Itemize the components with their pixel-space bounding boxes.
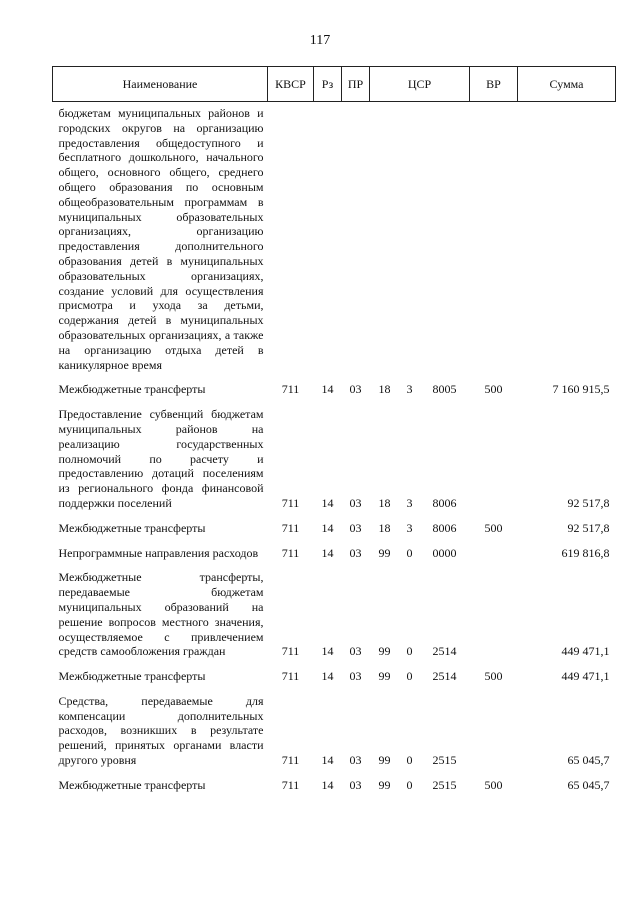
row-csr-subprogram: 3 (406, 382, 413, 397)
row-kvsr: 711 (281, 545, 300, 560)
row-csr-subprogram: 0 (406, 669, 413, 684)
row-pr: 03 (349, 520, 362, 535)
row-sum: 92 517,8 (567, 495, 610, 510)
row-pr: 03 (349, 753, 362, 768)
row-rz (314, 102, 342, 373)
row-rz: 14 (321, 495, 334, 510)
row-sum: 65 045,7 (567, 777, 610, 792)
row-csr-subprogram: 0 (406, 545, 413, 560)
row-kvsr: 711 (281, 777, 300, 792)
row-name: Межбюджетные трансферты, передаваемые бюджетам муниципальных образований на решение вопросов местного значения, осуществляемое с привлечением средств самообложения граждан (58, 570, 264, 659)
row-csr-subprogram: 0 (406, 777, 413, 792)
row-vr: 500 (484, 777, 503, 792)
row-sum: 7 160 915,5 (552, 382, 610, 397)
row-csr-code: 8006 (432, 495, 457, 510)
row-pr: 03 (349, 495, 362, 510)
row-vr: 500 (484, 382, 503, 397)
row-sum: 619 816,8 (561, 545, 610, 560)
row-pr: 03 (349, 669, 362, 684)
row-name: Непрограммные направления расходов (58, 545, 259, 560)
row-csr-code: 2515 (432, 777, 457, 792)
row-pr: 03 (349, 777, 362, 792)
row-vr: 500 (484, 669, 503, 684)
row-name: Межбюджетные трансферты (58, 669, 206, 684)
row-name: бюджетам муниципальных районов и городских округов на организацию предоставления общедоступного и бесплатного дошкольного, начального общего, основного общего, среднего общего образования по основным общеобразовательным программам в муниципальных образовательных организациях, организацию предоставления дополнительного образования детей в муниципальных образовательных организациях, создание условий для осуществления присмотра и ухода за детьми, содержания детей в муниципальных образовательных организациях, а также на организацию отдыха детей в каникулярное время (58, 106, 264, 372)
header-name: Наименование (53, 67, 268, 102)
row-csr-program: 99 (378, 669, 391, 684)
row-csr-code (420, 102, 470, 373)
row-rz: 14 (321, 520, 334, 535)
row-csr-subprogram: 0 (406, 644, 413, 659)
table-row (53, 407, 616, 511)
row-csr-subprogram: 0 (406, 753, 413, 768)
table-row (53, 382, 616, 397)
row-rz: 14 (321, 545, 334, 560)
row-sum: 65 045,7 (567, 753, 610, 768)
row-csr-code: 0000 (432, 545, 457, 560)
header-rz: Рз (314, 67, 342, 102)
row-sum: 449 471,1 (561, 669, 610, 684)
row-name: Межбюджетные трансферты (58, 777, 206, 792)
row-kvsr: 711 (281, 520, 300, 535)
row-name: Средства, передаваемые для компенсации дополнительных расходов, возникших в результате решений, принятых органами власти другого уровня (58, 693, 264, 768)
row-kvsr (268, 102, 314, 373)
row-csr-program: 99 (378, 644, 391, 659)
row-csr-program: 99 (378, 753, 391, 768)
row-kvsr: 711 (281, 644, 300, 659)
row-vr (470, 102, 518, 373)
row-csr-program: 99 (378, 545, 391, 560)
row-kvsr: 711 (281, 669, 300, 684)
row-vr (470, 694, 518, 768)
table-row (53, 669, 616, 684)
row-rz: 14 (321, 753, 334, 768)
budget-table (52, 66, 616, 793)
table-row (53, 546, 616, 561)
row-csr-subprogram: 3 (406, 495, 413, 510)
row-kvsr: 711 (281, 382, 300, 397)
header-vr: ВР (470, 67, 518, 102)
row-name: Межбюджетные трансферты (58, 382, 206, 397)
table-body (53, 102, 616, 793)
row-vr (470, 407, 518, 511)
row-csr-program: 99 (378, 777, 391, 792)
header-csr: ЦСР (370, 67, 470, 102)
row-csr-program: 18 (378, 382, 391, 397)
row-rz: 14 (321, 777, 334, 792)
row-csr-code: 2514 (432, 669, 457, 684)
row-pr: 03 (349, 644, 362, 659)
row-sum: 449 471,1 (561, 644, 610, 659)
row-vr (470, 546, 518, 561)
row-kvsr: 711 (281, 495, 300, 510)
header-kvsr: КВСР (268, 67, 314, 102)
table-row (53, 694, 616, 768)
row-rz: 14 (321, 669, 334, 684)
header-pr: ПР (342, 67, 370, 102)
row-csr-program: 18 (378, 495, 391, 510)
row-csr-subprogram: 3 (406, 520, 413, 535)
row-sum (518, 102, 616, 373)
row-rz: 14 (321, 382, 334, 397)
table-row (53, 102, 616, 373)
row-kvsr: 711 (281, 753, 300, 768)
row-sum: 92 517,8 (567, 520, 610, 535)
row-csr-code: 2514 (432, 644, 457, 659)
row-vr (470, 570, 518, 659)
row-csr-code: 8005 (432, 382, 457, 397)
row-csr-code: 8006 (432, 520, 457, 535)
row-csr-code: 2515 (432, 753, 457, 768)
row-pr (342, 102, 370, 373)
table-header (53, 67, 616, 102)
row-pr: 03 (349, 382, 362, 397)
row-csr-program: 18 (378, 520, 391, 535)
row-name: Межбюджетные трансферты (58, 520, 206, 535)
row-name: Предоставление субвенций бюджетам муниципальных районов на реализацию государственных полномочий по расчету и предоставлению дотаций поселениям из регионального фонда финансовой поддержки поселений (58, 407, 264, 510)
row-vr: 500 (484, 520, 503, 535)
table-row (53, 778, 616, 793)
table-row (53, 521, 616, 536)
row-rz: 14 (321, 644, 334, 659)
header-sum: Сумма (518, 67, 616, 102)
page-number: 117 (309, 33, 331, 48)
table-row (53, 570, 616, 659)
row-csr-subprogram (400, 102, 420, 373)
row-csr-program (370, 102, 400, 373)
row-pr: 03 (349, 545, 362, 560)
